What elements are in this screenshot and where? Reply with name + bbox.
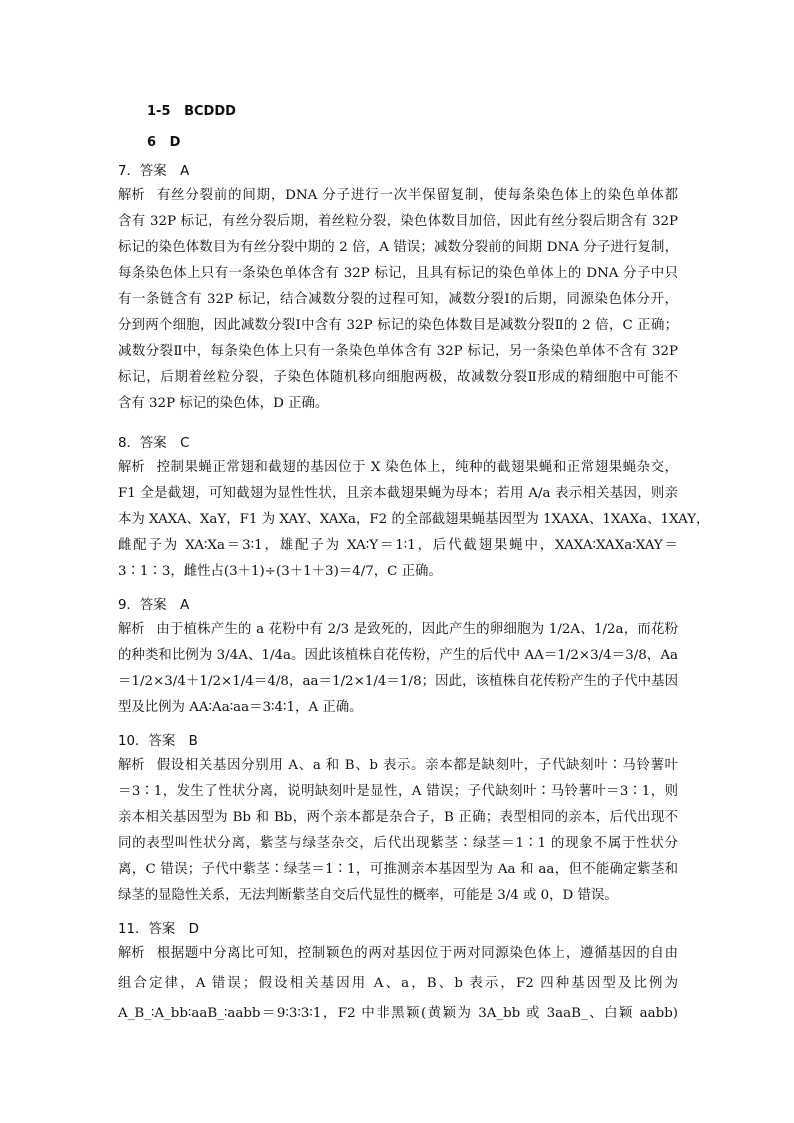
explanation-line: 同的表型叫性状分离，紫茎与绿茎杂交，后代出现紫茎∶绿茎＝1∶1 的现象不属于性状分 (118, 836, 678, 851)
explanation-line: 标记的染色体数目为有丝分裂中期的 2 倍，A 错误；减数分裂前的间期 DNA 分子进行复制， (118, 240, 678, 255)
answer-heading-9: 9．答案 A (118, 598, 190, 613)
explanation-line: ＝3∶1，发生了性状分离，说明缺刻叶是显性，A 错误；子代缺刻叶∶马铃薯叶＝3∶1，则 (118, 784, 678, 799)
explanation-line: 亲本相关基因型为 Bb 和 Bb，两个亲本都是杂合子，B 正确；表型相同的亲本，后代出现不 (118, 810, 678, 825)
explanation-label: 解析 (118, 758, 145, 773)
explanation-line: 绿茎的显隐性关系，无法判断紫茎自交后代显性的概率，可能是 3/4 或 0，D 错误。 (118, 888, 618, 903)
short-answer-range: 6 (147, 135, 157, 150)
explanation-line: 解析 假设相关基因分别用 A、a 和 B、b 表示。亲本都是缺刻叶，子代缺刻叶∶马铃薯叶 (118, 754, 678, 778)
explanation-line: A_B_∶A_bb∶aaB_∶aabb＝9∶3∶3∶1，F2 中非黑颖(黄颖为 3A_bb 或 3aaB_、白颖 aabb) (118, 1006, 678, 1021)
explanation-line: 含有 32P 标记，有丝分裂后期，着丝粒分裂，染色体数目加倍，因此有丝分裂后期含有 32P (118, 214, 678, 229)
explanation-line: 本为 XAXA、XaY，F1 为 XAY、XAXa，F2 的全部截翅果蝇基因型为 1XAXA、1XAXa、1XAY， (118, 512, 710, 527)
answer-heading-11: 11．答案 D (118, 922, 199, 937)
explanation-line: 解析 根据题中分离比可知，控制颖色的两对基因位于两对同源染色体上，遵循基因的自由 (118, 942, 678, 966)
answer-heading-8: 8．答案 C (118, 436, 190, 451)
explanation-line: 有一条链含有 32P 标记，结合减数分裂的过程可知，减数分裂Ⅰ的后期，同源染色体分开， (118, 292, 678, 307)
explanation-line: 组合定律，A 错误；假设相关基因用 A、a，B、b 表示，F2 四种基因型及比例为 (118, 976, 678, 991)
explanation-line: 每条染色体上只有一条染色单体含有 32P 标记，且具有标记的染色单体上的 DNA 分子中只 (118, 266, 678, 281)
short-answer-1-5 (147, 104, 236, 119)
short-answer-value: BCDDD (184, 104, 236, 119)
explanation-line: F1 全是截翅，可知截翅为显性性状，且亲本截翅果蝇为母本；若用 A/a 表示相关基因，则亲 (118, 486, 678, 501)
explanation-label: 解析 (118, 460, 145, 475)
short-answer-value: D (169, 135, 181, 150)
explanation-line: 标记，后期着丝粒分裂，子染色体随机移向细胞两极，故减数分裂Ⅱ形成的精细胞中可能不 (118, 370, 678, 385)
answer-heading-7: 7．答案 A (118, 164, 190, 179)
explanation-label: 解析 (118, 946, 145, 961)
explanation-line: 分到两个细胞，因此减数分裂Ⅰ中含有 32P 标记的染色体数目是减数分裂Ⅱ的 2 倍，C 正确； (118, 318, 678, 333)
explanation-line: 雌配子为 XA∶Xa＝3∶1，雄配子为 XA∶Y＝1∶1，后代截翅果蝇中，XAXA∶XAXa∶XAY＝ (118, 538, 678, 553)
explanation-line: 离，C 错误；子代中紫茎∶绿茎＝1∶1，可推测亲本基因型为 Aa 和 aa，但不能确定紫茎和 (118, 862, 678, 877)
explanation-line: 3∶1∶3，雌性占(3＋1)÷(3＋1＋3)＝4/7，C 正确。 (118, 564, 442, 579)
explanation-line: 型及比例为 AA∶Aa∶aa＝3∶4∶1，A 正确。 (118, 700, 363, 715)
explanation-line: 解析 有丝分裂前的间期，DNA 分子进行一次半保留复制，使每条染色体上的染色单体都 (118, 184, 678, 208)
explanation-line: 解析 控制果蝇正常翅和截翅的基因位于 X 染色体上，纯种的截翅果蝇和正常翅果蝇杂交， (118, 456, 678, 480)
short-answer-6 (147, 135, 180, 150)
explanation-line: 的种类和比例为 3/4A、1/4a。因此该植株自花传粉，产生的后代中 AA＝1/2×3/4＝3/8，Aa (118, 648, 678, 663)
explanation-line: 解析 由于植株产生的 a 花粉中有 2/3 是致死的，因此产生的卵细胞为 1/2A、1/2a，而花粉 (118, 618, 678, 642)
explanation-line: ＝1/2×3/4＋1/2×1/4＝4/8，aa＝1/2×1/4＝1/8；因此，该植株自花传粉产生的子代中基因 (118, 674, 678, 689)
explanation-label: 解析 (118, 188, 145, 203)
answer-heading-10: 10．答案 B (118, 734, 198, 749)
explanation-label: 解析 (118, 622, 145, 637)
short-answer-range: 1-5 (147, 104, 171, 119)
explanation-line: 含有 32P 标记的染色体，D 正确。 (118, 396, 329, 411)
explanation-line: 减数分裂Ⅱ中，每条染色体上只有一条染色单体含有 32P 标记，另一条染色单体不含有 32P (118, 344, 678, 359)
